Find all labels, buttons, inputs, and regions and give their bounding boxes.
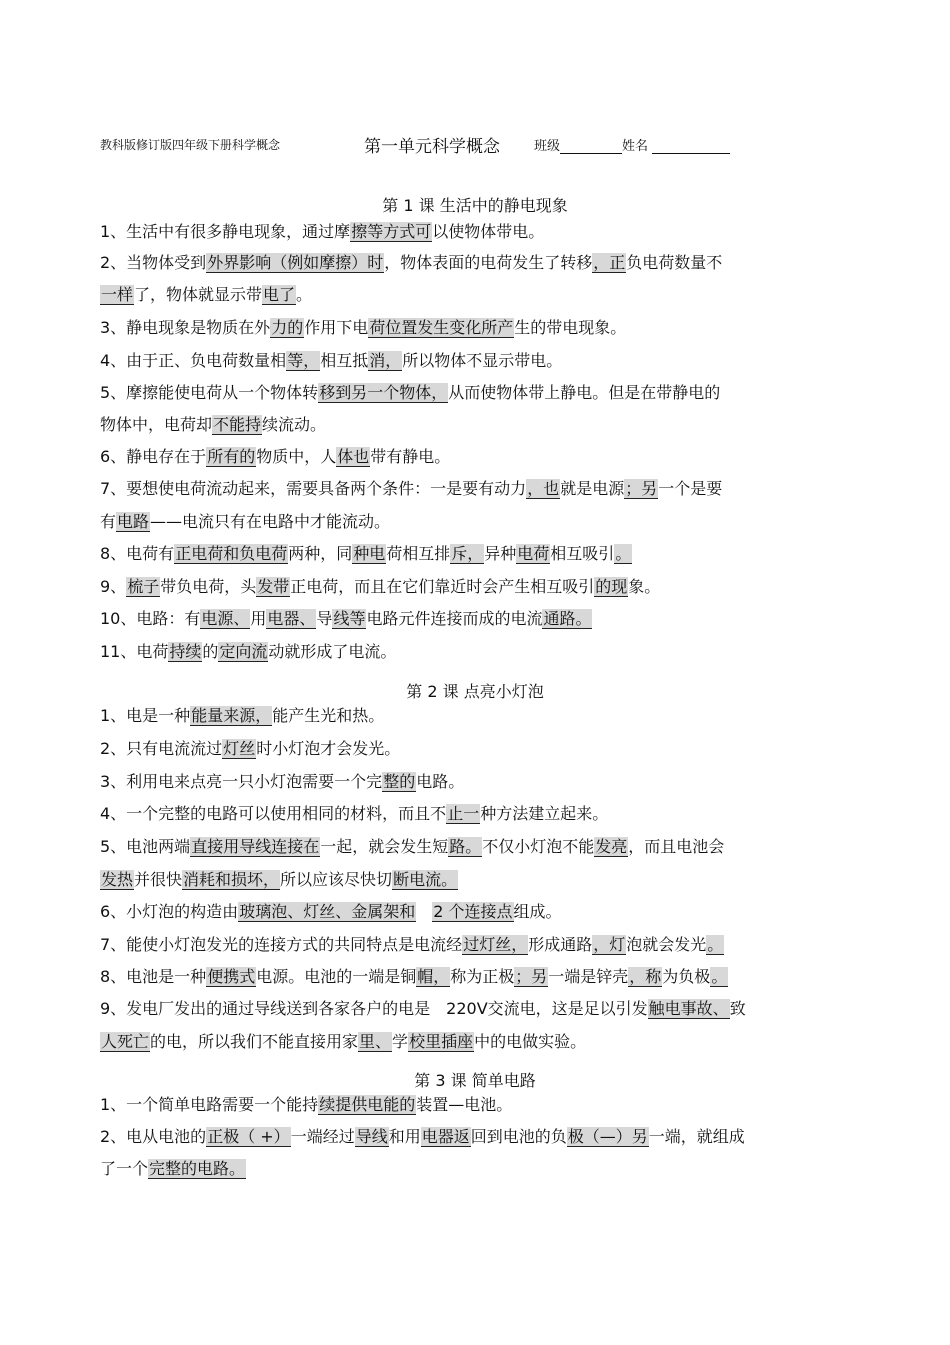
statement-text: 正电荷，而且在它们靠近时会产生相互吸引 (290, 577, 595, 596)
name-label: 姓名 (622, 139, 649, 154)
statement-text: 象。 (628, 577, 661, 596)
statement-text: 。 (296, 285, 313, 304)
fill-blank-answer[interactable]: 线等 (333, 609, 366, 628)
statement-text: 回到电池的负 (470, 1127, 567, 1146)
lesson-2-title: 第 2 课 点亮小灯泡 (406, 682, 544, 701)
statement-text: 了，物体就显示带 (134, 285, 263, 304)
statement-text: 荷相互排 (386, 544, 451, 563)
fill-blank-answer[interactable]: 等， (287, 351, 320, 370)
fill-blank-answer[interactable]: 直接用导线连接在 (191, 837, 320, 856)
concept-line (100, 738, 400, 760)
statement-text: 两种，同 (288, 544, 353, 563)
textbook-title: 教科版修订版四年级下册科学概念 (100, 138, 281, 152)
statement-text: 7、要想使电荷流动起来，需要具备两个条件：一是要有动力 (100, 479, 527, 498)
statement-text: 中的电做实验。 (474, 1032, 587, 1051)
fill-blank-answer[interactable]: 持续 (169, 642, 202, 661)
statement-text: ——电流只有在电路中才能流动。 (150, 512, 391, 531)
concept-line (100, 511, 390, 533)
concept-line (100, 705, 384, 727)
fill-blank-answer[interactable]: 移到另一个物体， (319, 383, 448, 402)
fill-blank-answer[interactable]: 校里插座 (409, 1032, 474, 1051)
fill-blank-answer[interactable]: 力的 (271, 318, 304, 337)
concept-line (100, 284, 312, 306)
statement-text: 电源。电池的一端是铜 (256, 967, 417, 986)
statement-text: ，而且电池会 (628, 837, 725, 856)
concept-line (100, 350, 562, 372)
fill-blank-answer[interactable]: ，灯 (593, 935, 626, 954)
statement-text: 10、电路：有 (100, 609, 201, 628)
fill-blank-answer[interactable]: 里、 (359, 1032, 392, 1051)
concept-line (100, 317, 626, 339)
statement-text: 一端是锌壳 (548, 967, 629, 986)
fill-blank-answer[interactable]: 2 个连接点 (433, 902, 513, 921)
fill-blank-answer[interactable]: 续提供电能的 (319, 1095, 416, 1114)
statement-text: 负电荷数量不 (626, 253, 755, 272)
fill-blank-answer[interactable]: 止一 (447, 804, 480, 823)
statement-text: 为负极 (662, 967, 711, 986)
statement-text: 2、只有电流流过 (100, 739, 223, 758)
fill-blank-answer[interactable]: 的现 (595, 577, 628, 596)
statement-text: 组成。 (513, 902, 562, 921)
concept-line (100, 1094, 512, 1116)
fill-blank-answer[interactable]: 帽， (417, 967, 450, 986)
statement-text: 学 (392, 1032, 409, 1051)
fill-blank-answer[interactable]: 不能持 (213, 415, 262, 434)
fill-blank-answer[interactable]: ；另 (625, 479, 658, 498)
fill-blank-answer[interactable]: 过灯丝， (463, 935, 528, 954)
statement-text: 了一个 (100, 1159, 149, 1178)
concept-line (100, 576, 660, 598)
fill-blank-answer[interactable]: 消耗和损坏， (183, 870, 280, 889)
fill-blank-answer[interactable]: 一样 (101, 285, 134, 304)
statement-text: 有 (100, 512, 117, 531)
lesson-1-title: 第 1 课 生活中的静电现象 (382, 196, 568, 215)
fill-blank-answer[interactable]: 。 (711, 967, 728, 986)
statement-text: 3、静电现象是物质在外 (100, 318, 271, 337)
fill-blank-answer[interactable]: 电路 (117, 512, 150, 531)
unit-title: 第一单元科学概念 (364, 137, 500, 157)
statement-text: 不仅小灯泡不能 (482, 837, 595, 856)
statement-text: 物质中，人 (256, 447, 337, 466)
statement-text: 续流动。 (262, 415, 327, 434)
concept-line (100, 478, 722, 500)
statement-text: 称为正极 (450, 967, 515, 986)
concept-line (100, 252, 754, 274)
statement-text: 装置—电池。 (416, 1095, 513, 1114)
statement-text: 1、一个简单电路需要一个能持 (100, 1095, 319, 1114)
statement-text: 时小灯泡才会发光。 (256, 739, 401, 758)
concept-line (100, 998, 746, 1020)
statement-text: 3、利用电来点亮一只小灯泡需要一个完 (100, 772, 383, 791)
fill-blank-answer[interactable]: 电了 (263, 285, 296, 304)
statement-text: 2、当物体受到 (100, 253, 207, 272)
statement-text: 异种 (484, 544, 517, 563)
statement-text: 1、生活中有很多静电现象，通过摩 (100, 222, 351, 241)
fill-blank-answer[interactable]: ，正 (593, 253, 626, 272)
statement-text: 8、电荷有 (100, 544, 175, 563)
fill-blank-answer[interactable]: 便携式 (207, 967, 256, 986)
concept-line (100, 446, 450, 468)
fill-blank-answer[interactable]: 消， (369, 351, 402, 370)
statement-text: 电路。 (416, 772, 465, 791)
fill-blank-answer[interactable]: 灯丝 (223, 739, 256, 758)
fill-blank-answer[interactable]: 玻璃泡、灯丝、金属架和 (239, 902, 416, 921)
fill-blank-answer[interactable]: 电器返 (421, 1127, 470, 1146)
fill-blank-answer[interactable]: 体也 (337, 447, 370, 466)
statement-text: 5、电池两端 (100, 837, 191, 856)
fill-blank-answer[interactable]: 。 (707, 935, 724, 954)
statement-text: 的电，所以我们不能直接用家 (150, 1032, 359, 1051)
statement-text: 2、电从电池的 (100, 1127, 207, 1146)
statement-text: 4、由于正、负电荷数量相 (100, 351, 287, 370)
statement-text: 以使物体带电。 (432, 222, 545, 241)
statement-text: 11、电荷 (100, 642, 169, 661)
concept-line (100, 382, 720, 404)
statement-text: 一端经过 (290, 1127, 355, 1146)
concept-line (100, 869, 458, 891)
statement-text: 带负电荷，头 (160, 577, 257, 596)
concept-line (100, 771, 464, 793)
fill-blank-answer[interactable]: 所有的 (207, 447, 256, 466)
class-blank[interactable] (560, 139, 622, 154)
fill-blank-answer[interactable]: 定向流 (219, 642, 268, 661)
concept-line (100, 641, 396, 663)
worksheet-header (100, 132, 860, 158)
fill-blank-answer[interactable]: 荷位置发生变化所产 (369, 318, 514, 337)
fill-blank-answer[interactable]: 电源、 (201, 609, 250, 628)
fill-blank-answer[interactable]: 发亮 (595, 837, 628, 856)
concept-line (100, 836, 724, 858)
fill-blank-answer[interactable]: 正电荷和负电荷 (175, 544, 288, 563)
fill-blank-answer[interactable]: 电器、 (267, 609, 316, 628)
statement-text: 的 (202, 642, 219, 661)
statement-text: 形成通路 (528, 935, 593, 954)
statement-text: 用 (250, 609, 267, 628)
name-blank[interactable] (652, 139, 730, 154)
statement-text: 电路元件连接而成的电流 (366, 609, 543, 628)
fill-blank-answer[interactable]: 整的 (383, 772, 416, 791)
concept-line (100, 966, 728, 988)
fill-blank-answer[interactable]: 斥， (451, 544, 484, 563)
fill-blank-answer[interactable]: 梳子 (127, 577, 160, 596)
statement-text: 从而使物体带上静电。但是在带静电的 (448, 383, 721, 402)
statement-text: 9、发电厂发出的通过导线送到各家各户的电是 220V交流电，这是足以引发 (100, 999, 648, 1018)
fill-blank-answer[interactable]: 种电 (353, 544, 386, 563)
statement-text: 能产生光和热。 (272, 706, 385, 725)
statement-text: 和用 (388, 1127, 421, 1146)
statement-text: 生的带电现象。 (514, 318, 627, 337)
fill-blank-answer[interactable]: ，也 (527, 479, 560, 498)
statement-text: 相互吸引 (550, 544, 615, 563)
fill-blank-answer[interactable]: 路。 (449, 837, 482, 856)
statement-text: 6、静电存在于 (100, 447, 207, 466)
fill-blank-answer[interactable]: 完整的电路。 (149, 1159, 246, 1178)
fill-blank-answer[interactable]: ，称 (629, 967, 662, 986)
class-label: 班级 (534, 139, 561, 154)
statement-text: 8、电池是一种 (100, 967, 207, 986)
fill-blank-answer[interactable]: 能量来源， (191, 706, 272, 725)
statement-text: 致 (729, 999, 746, 1018)
statement-text: 物体中，电荷却 (100, 415, 213, 434)
statement-text: 相互抵 (320, 351, 369, 370)
statement-text: 7、能使小灯泡发光的连接方式的共同特点是电流经 (100, 935, 463, 954)
statement-text: 带有静电。 (370, 447, 451, 466)
statement-text: 就是电源 (560, 479, 625, 498)
statement-text: 6、小灯泡的构造由 (100, 902, 239, 921)
concept-line (100, 1031, 586, 1053)
fill-blank-answer[interactable]: 导线 (355, 1127, 388, 1146)
statement-text: 种方法建立起来。 (480, 804, 609, 823)
statement-text: 动就形成了电流。 (268, 642, 397, 661)
concept-line (100, 414, 326, 436)
fill-blank-answer[interactable]: 外界影响（例如摩擦）时 (207, 253, 384, 272)
statement-text: 所以物体不显示带电。 (402, 351, 563, 370)
fill-blank-answer[interactable]: 通路。 (543, 609, 592, 628)
statement-text: 4、一个完整的电路可以使用相同的材料，而且不 (100, 804, 447, 823)
class-name-fields (534, 135, 730, 154)
statement-text: 作用下电 (304, 318, 369, 337)
fill-blank-answer[interactable]: 。 (615, 544, 632, 563)
fill-blank-answer[interactable]: 电荷 (517, 544, 550, 563)
concept-line (100, 221, 544, 243)
lesson-3-title: 第 3 课 简单电路 (414, 1071, 536, 1090)
statement-text (416, 902, 432, 921)
fill-blank-answer[interactable]: 人死亡 (101, 1032, 150, 1051)
statement-text: 并很快 (134, 870, 183, 889)
concept-line (100, 901, 562, 923)
statement-text: 所以应该尽快切 (280, 870, 393, 889)
concept-line (100, 1158, 246, 1180)
statement-text: 5、摩擦能使电荷从一个物体转 (100, 383, 319, 402)
concept-line (100, 608, 592, 630)
fill-blank-answer[interactable]: 断电流。 (393, 870, 458, 889)
statement-text: 一起，就会发生短 (320, 837, 449, 856)
fill-blank-answer[interactable]: 发带 (257, 577, 290, 596)
statement-text: 泡就会发光 (626, 935, 707, 954)
fill-blank-answer[interactable]: ；另 (515, 967, 548, 986)
statement-text: 一端，就组成 (648, 1127, 745, 1146)
fill-blank-answer[interactable]: 发热 (101, 870, 134, 889)
fill-blank-answer[interactable]: 触电事故、 (648, 999, 729, 1018)
concept-line (100, 934, 724, 956)
fill-blank-answer[interactable]: 擦等方式可 (351, 222, 432, 241)
statement-text: 导 (316, 609, 333, 628)
concept-line (100, 543, 632, 565)
concept-line (100, 803, 608, 825)
fill-blank-answer[interactable]: 极（—）另 (567, 1127, 648, 1146)
concept-line (100, 1126, 745, 1148)
statement-text: ，物体表面的电荷发生了转移 (384, 253, 593, 272)
statement-text: 1、电是一种 (100, 706, 191, 725)
statement-text: 9、 (100, 577, 127, 596)
statement-text: 一个是要 (658, 479, 723, 498)
fill-blank-answer[interactable]: 正极（ +） (207, 1127, 290, 1146)
